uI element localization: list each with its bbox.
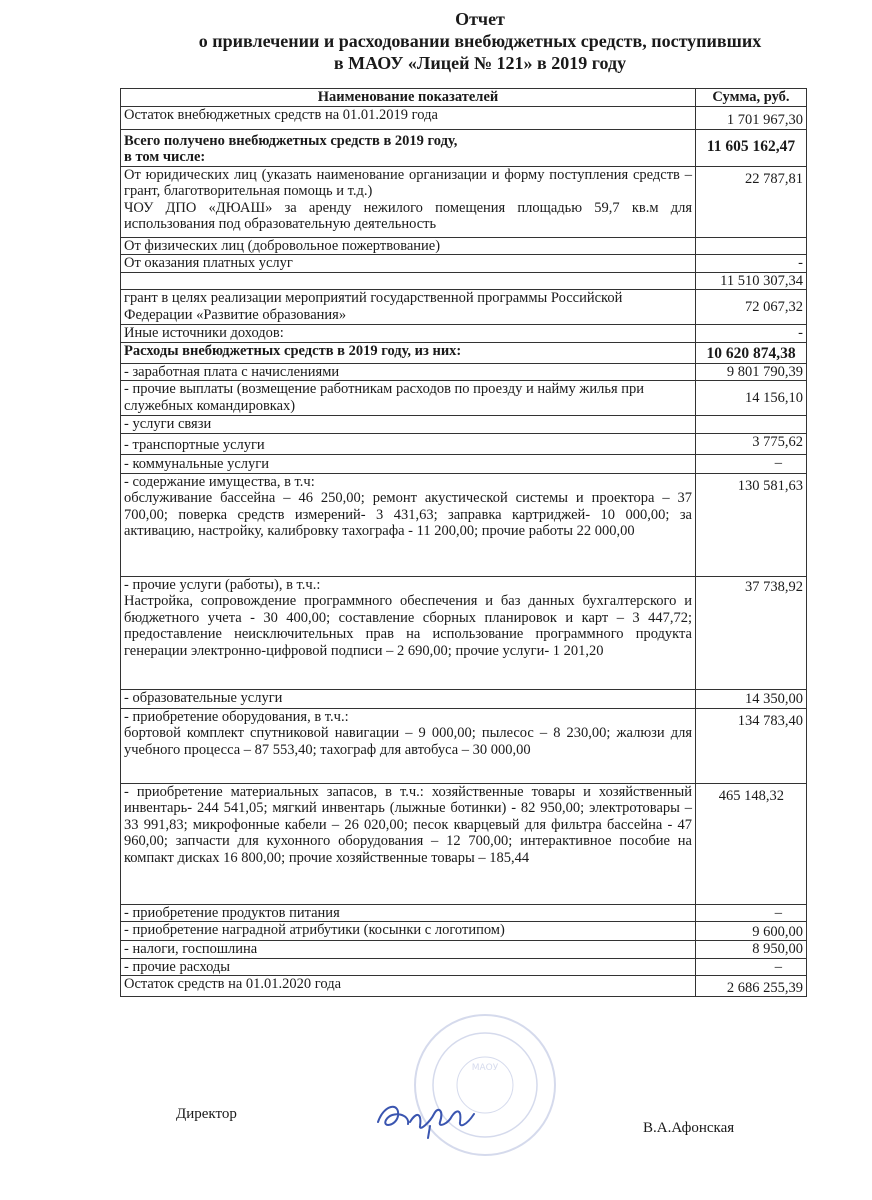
- row-name: - услуги связи: [121, 416, 696, 434]
- row-sum: –: [696, 958, 807, 976]
- row-sum: -: [696, 325, 807, 343]
- row-name: - прочие выплаты (возмещение работникам расходов по проезду и найму жилья при служебных командировках): [121, 381, 696, 416]
- table-row: [121, 708, 807, 783]
- row-name: - приобретение наградной атрибутики (косынки с логотипом): [121, 922, 696, 941]
- footer-position: Директор: [176, 1106, 237, 1122]
- row-sum: 37 738,92: [696, 576, 807, 689]
- table-row: [121, 166, 807, 237]
- row-name: - транспортные услуги: [121, 433, 696, 454]
- table-row: [121, 433, 807, 454]
- row-sum: 10 620 874,38: [696, 342, 807, 363]
- row-name: - содержание имущества, в т.ч: обслуживание бассейна – 46 250,00; ремонт акустической системы и проектора – 37 700,00; поверка средств измерений- 3 431,63; заправка картриджей- 10 000,00; за активацию, настройку, калибровку тахографа - 11 200,00; прочие работы 22 000,00: [121, 473, 696, 576]
- row-name: Расходы внебюджетных средств в 2019 году, из них:: [121, 342, 696, 363]
- row-sum: 14 156,10: [696, 381, 807, 416]
- table-row: [121, 255, 807, 273]
- row-name: Остаток внебюджетных средств на 01.01.2019 года: [121, 106, 696, 129]
- svg-text:МАОУ: МАОУ: [471, 1063, 499, 1073]
- table-row: [121, 922, 807, 941]
- row-sum: 1 701 967,30: [696, 106, 807, 129]
- title-line-2: о привлечении и расходовании внебюджетных средств, поступивших: [198, 31, 762, 51]
- table-row: [121, 325, 807, 343]
- row-name: - приобретение материальных запасов, в т.ч.: хозяйственные товары и хозяйственный инвентарь- 244 541,05; мягкий инвентарь (лыжные ботинки) - 82 950,00; электротовары – 33 991,83; микрофонные кабели – 26 020,00; песок кварцевый для фильтра бассейна - 47 960,00; запчасти для кухонного оборудования – 12 700,00; интерактивное пособие на компакт дисках 16 800,00; прочие хозяйственные товары – 185,44: [121, 783, 696, 904]
- table-row: [121, 342, 807, 363]
- table-row: [121, 290, 807, 325]
- header-sum: Сумма, руб.: [696, 89, 807, 107]
- row-sum: 130 581,63: [696, 473, 807, 576]
- row-sum: 72 067,32: [696, 290, 807, 325]
- row-sum: [696, 237, 807, 255]
- row-sum: 9 600,00: [696, 922, 807, 941]
- table-row: [121, 381, 807, 416]
- row-name: От юридических лиц (указать наименование организации и форму поступления средств – грант, благотворительная помощь и т.д.) ЧОУ ДПО «ДЮАШ» за аренду нежилого помещения площадью 59,7 кв.м для использования под образовательную деятельность: [121, 166, 696, 237]
- footer-signer: В.А.Афонская: [643, 1120, 735, 1136]
- row-sum: –: [696, 904, 807, 922]
- table-row: [121, 576, 807, 689]
- header-name: Наименование показателей: [121, 89, 696, 107]
- row-name: От физических лиц (добровольное пожертвование): [121, 237, 696, 255]
- report-title: [150, 8, 810, 74]
- row-sum: 3 775,62: [696, 433, 807, 454]
- table-row: [121, 237, 807, 255]
- report-table: [120, 88, 807, 997]
- row-name: - прочие расходы: [121, 958, 696, 976]
- table-row: [121, 129, 807, 166]
- table-row: [121, 363, 807, 381]
- row-sum: [696, 689, 807, 708]
- row-name: - коммунальные услуги: [121, 454, 696, 473]
- row-name: - прочие услуги (работы), в т.ч.: Настройка, сопровождение программного обеспечения и баз данных бухгалтерского и бюджетного учета - 30 400,00; составление сборных планировок и карт – 3 447,72; предоставление неисключительных прав на использование программного продукта генерации электронно-цифровой подписи – 2 690,00; прочие услуги- 1 201,20: [121, 576, 696, 689]
- row-name: [121, 129, 696, 166]
- row-sum: –: [696, 454, 807, 473]
- table-row: [121, 958, 807, 976]
- row-sum: -: [696, 255, 807, 273]
- table-row: [121, 976, 807, 997]
- table-row: [121, 106, 807, 129]
- row-sum: 134 783,40: [696, 708, 807, 783]
- row-name: [121, 272, 696, 290]
- row-sum: 9 801 790,39: [696, 363, 807, 381]
- row-name: Остаток средств на 01.01.2020 года: [121, 976, 696, 997]
- row-sum: 2 686 255,39: [696, 976, 807, 997]
- table-row: [121, 904, 807, 922]
- row-name-line: Всего получено внебюджетных средств в 2019 году, в том числе:: [124, 132, 458, 165]
- table-row: [121, 689, 807, 708]
- row-sum: 11 510 307,34: [696, 272, 807, 290]
- row-sum: [696, 416, 807, 434]
- row-sum: 465 148,32: [696, 783, 807, 904]
- row-name: - образовательные услуги: [121, 689, 696, 708]
- row-name: - налоги, госпошлина: [121, 941, 696, 959]
- row-name: - приобретение продуктов питания: [121, 904, 696, 922]
- row-sum-value: 14 350,00: [745, 691, 803, 707]
- table-row: [121, 473, 807, 576]
- table-row: [121, 416, 807, 434]
- row-name: грант в целях реализации мероприятий государственной программы Российской Федерации «Развитие образования»: [121, 290, 696, 325]
- row-name: - приобретение оборудования, в т.ч.: бортовой комплект спутниковой навигации – 9 000,00; пылесос – 8 230,00; жалюзи для учебного процесса – 87 553,40; тахограф для автобуса – 30 000,00: [121, 708, 696, 783]
- row-name: Иные источники доходов:: [121, 325, 696, 343]
- title-line-3: в МАОУ «Лицей № 121» в 2019 году: [333, 53, 627, 73]
- table-row: [121, 783, 807, 904]
- table-row: [121, 454, 807, 473]
- title-line-1: Отчет: [455, 9, 505, 29]
- row-sum: 22 787,81: [696, 166, 807, 237]
- row-sum: 8 950,00: [696, 941, 807, 959]
- row-name: От оказания платных услуг: [121, 255, 696, 273]
- signature-image: [370, 1092, 490, 1142]
- table-row: [121, 941, 807, 959]
- table-header-row: [121, 89, 807, 107]
- row-name: - заработная плата с начислениями: [121, 363, 696, 381]
- table-row: [121, 272, 807, 290]
- row-sum: 11 605 162,47: [696, 129, 807, 166]
